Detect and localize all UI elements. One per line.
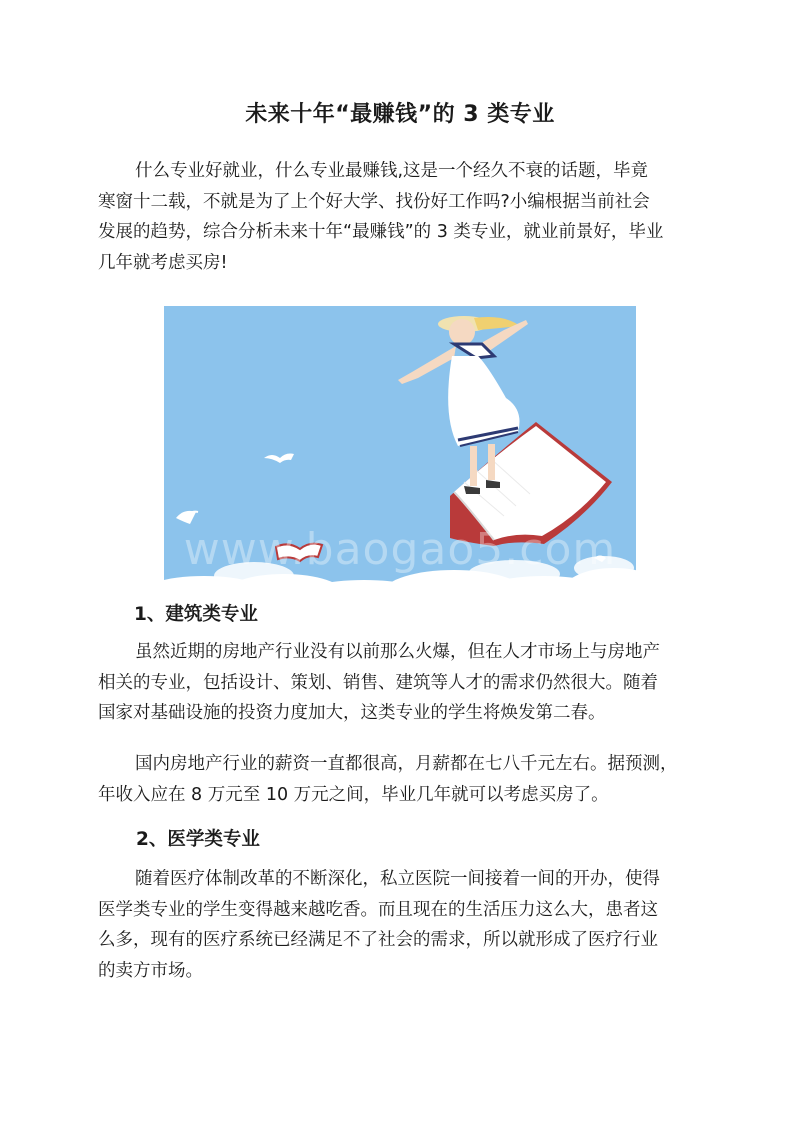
section-heading: 2、医学类专业 (136, 829, 260, 850)
section-heading: 1、建筑类专业 (134, 604, 258, 625)
watermark-text: www.baogao5.com (183, 524, 617, 575)
paragraph-line: 的卖方市场。 (98, 960, 203, 981)
intro-line: 几年就考虑买房! (98, 252, 228, 273)
section-paragraph (98, 749, 718, 810)
paragraph-line: 么多，现有的医疗系统已经满足不了社会的需求，所以就形成了医疗行业 (98, 930, 658, 950)
paragraph-line: 国家对基础设施的投资力度加大，这类专业的学生将焕发第二春。 (98, 703, 606, 723)
section-paragraph (98, 864, 718, 986)
intro-line: 发展的趋势，综合分析未来十年“最赚钱”的 3 类专业，就业前景好，毕业 (98, 222, 664, 242)
paragraph-line: 国内房地产行业的薪资一直都很高，月薪都在七八千元左右。据预测， (135, 754, 678, 774)
paragraph-line: 虽然近期的房地产行业没有以前那么火爆，但在人才市场上与房地产 (135, 642, 660, 662)
paragraph-line: 随着医疗体制改革的不断深化，私立医院一间接着一间的开办，使得 (135, 869, 660, 889)
section-paragraph (98, 637, 718, 729)
intro-line: 什么专业好就业，什么专业最赚钱,这是一个经久不衰的话题，毕竟 (135, 161, 649, 181)
paragraph-line: 相关的专业，包括设计、策划、销售、建筑等人才的需求仍然很大。随着 (98, 672, 658, 693)
intro-line: 寒窗十二载，不就是为了上个好大学、找份好工作吗?小编根据当前社会 (98, 191, 650, 212)
paragraph-line: 年收入应在 8 万元至 10 万元之间，毕业几年就可以考虑买房了。 (98, 784, 609, 805)
intro-paragraph (98, 156, 718, 278)
document-title: 未来十年“最赚钱”的 3 类专业 (245, 102, 555, 127)
paragraph-line: 医学类专业的学生变得越来越吃香。而且现在的生活压力这么大，患者这 (98, 899, 658, 920)
